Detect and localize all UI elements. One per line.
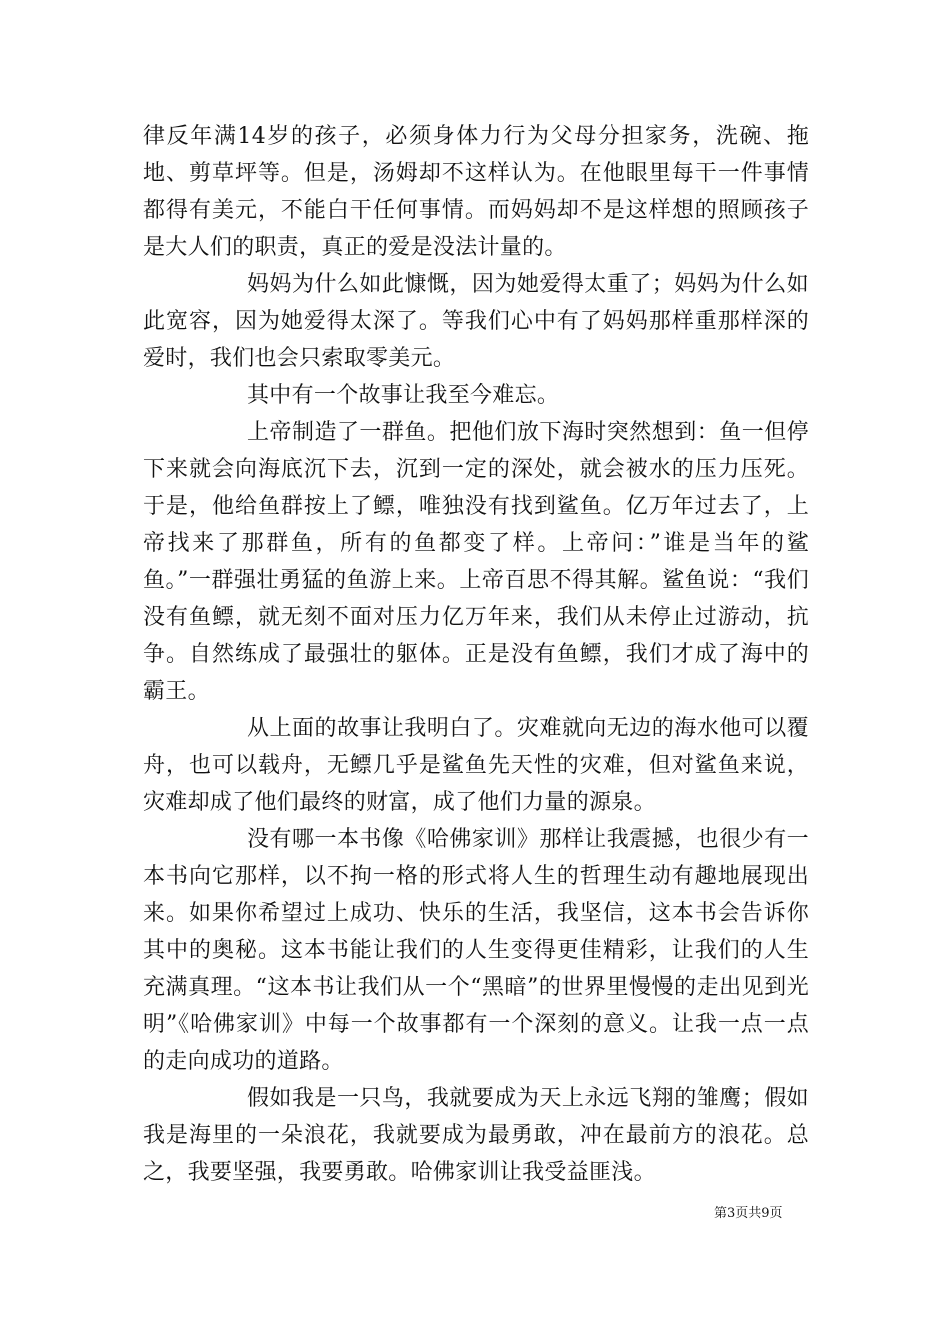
paragraph: 律反年满14岁的孩子，必须身体力行为父母分担家务，洗碗、拖地、剪草坪等。但是，汤姆却不这样认为。在他眼里每干一件事情都得有美元，不能白干任何事情。而妈妈却不是这样想的照顾孩子是大人们的职责，真正的爱是没法计量的。 bbox=[143, 124, 809, 260]
paragraph: 从上面的故事让我明白了。灾难就向无边的海水他可以覆舟，也可以载舟，无鳔几乎是鲨鱼先天性的灾难，但对鲨鱼来说，灾难却成了他们最终的财富，成了他们力量的源泉。 bbox=[143, 716, 809, 815]
paragraph: 假如我是一只鸟，我就要成为天上永远飞翔的雏鹰；假如我是海里的一朵浪花，我就要成为最勇敢，冲在最前方的浪花。总之，我要坚强，我要勇敢。哈佛家训让我受益匪浅。 bbox=[143, 1086, 809, 1185]
page-number-footer: 第3页共9页 bbox=[714, 1206, 783, 1221]
paragraph: 其中有一个故事让我至今难忘。 bbox=[247, 383, 560, 408]
paragraph: 没有哪一本书像《哈佛家训》那样让我震撼，也很少有一本书向它那样，以不拘一格的形式将人生的哲理生动有趣地展现出来。如果你希望过上成功、快乐的生活，我坚信，这本书会告诉你其中的奥秘。这本书能让我们的人生变得更佳精彩，让我们的人生充满真理。“这本书让我们从一个“黑暗”的世界里慢慢的走出见到光明”《哈佛家训》中每一个故事都有一个深刻的意义。让我一点一点的走向成功的道路。 bbox=[143, 827, 809, 1074]
document-body bbox=[143, 118, 809, 1191]
paragraph: 妈妈为什么如此慷慨，因为她爱得太重了；妈妈为什么如此宽容，因为她爱得太深了。等我们心中有了妈妈那样重那样深的爱时，我们也会只索取零美元。 bbox=[143, 272, 809, 371]
paragraph: 上帝制造了一群鱼。把他们放下海时突然想到：鱼一但停下来就会向海底沉下去，沉到一定的深处，就会被水的压力压死。于是，他给鱼群按上了鳔，唯独没有找到鲨鱼。亿万年过去了，上帝找来了那群鱼，所有的鱼都变了样。上帝问：”谁是当年的鲨鱼。”一群强壮勇猛的鱼游上来。上帝百思不得其解。鲨鱼说：“我们没有鱼鳔，就无刻不面对压力亿万年来，我们从未停止过游动，抗争。自然练成了最强壮的躯体。正是没有鱼鳔，我们才成了海中的霸王。 bbox=[143, 420, 809, 704]
